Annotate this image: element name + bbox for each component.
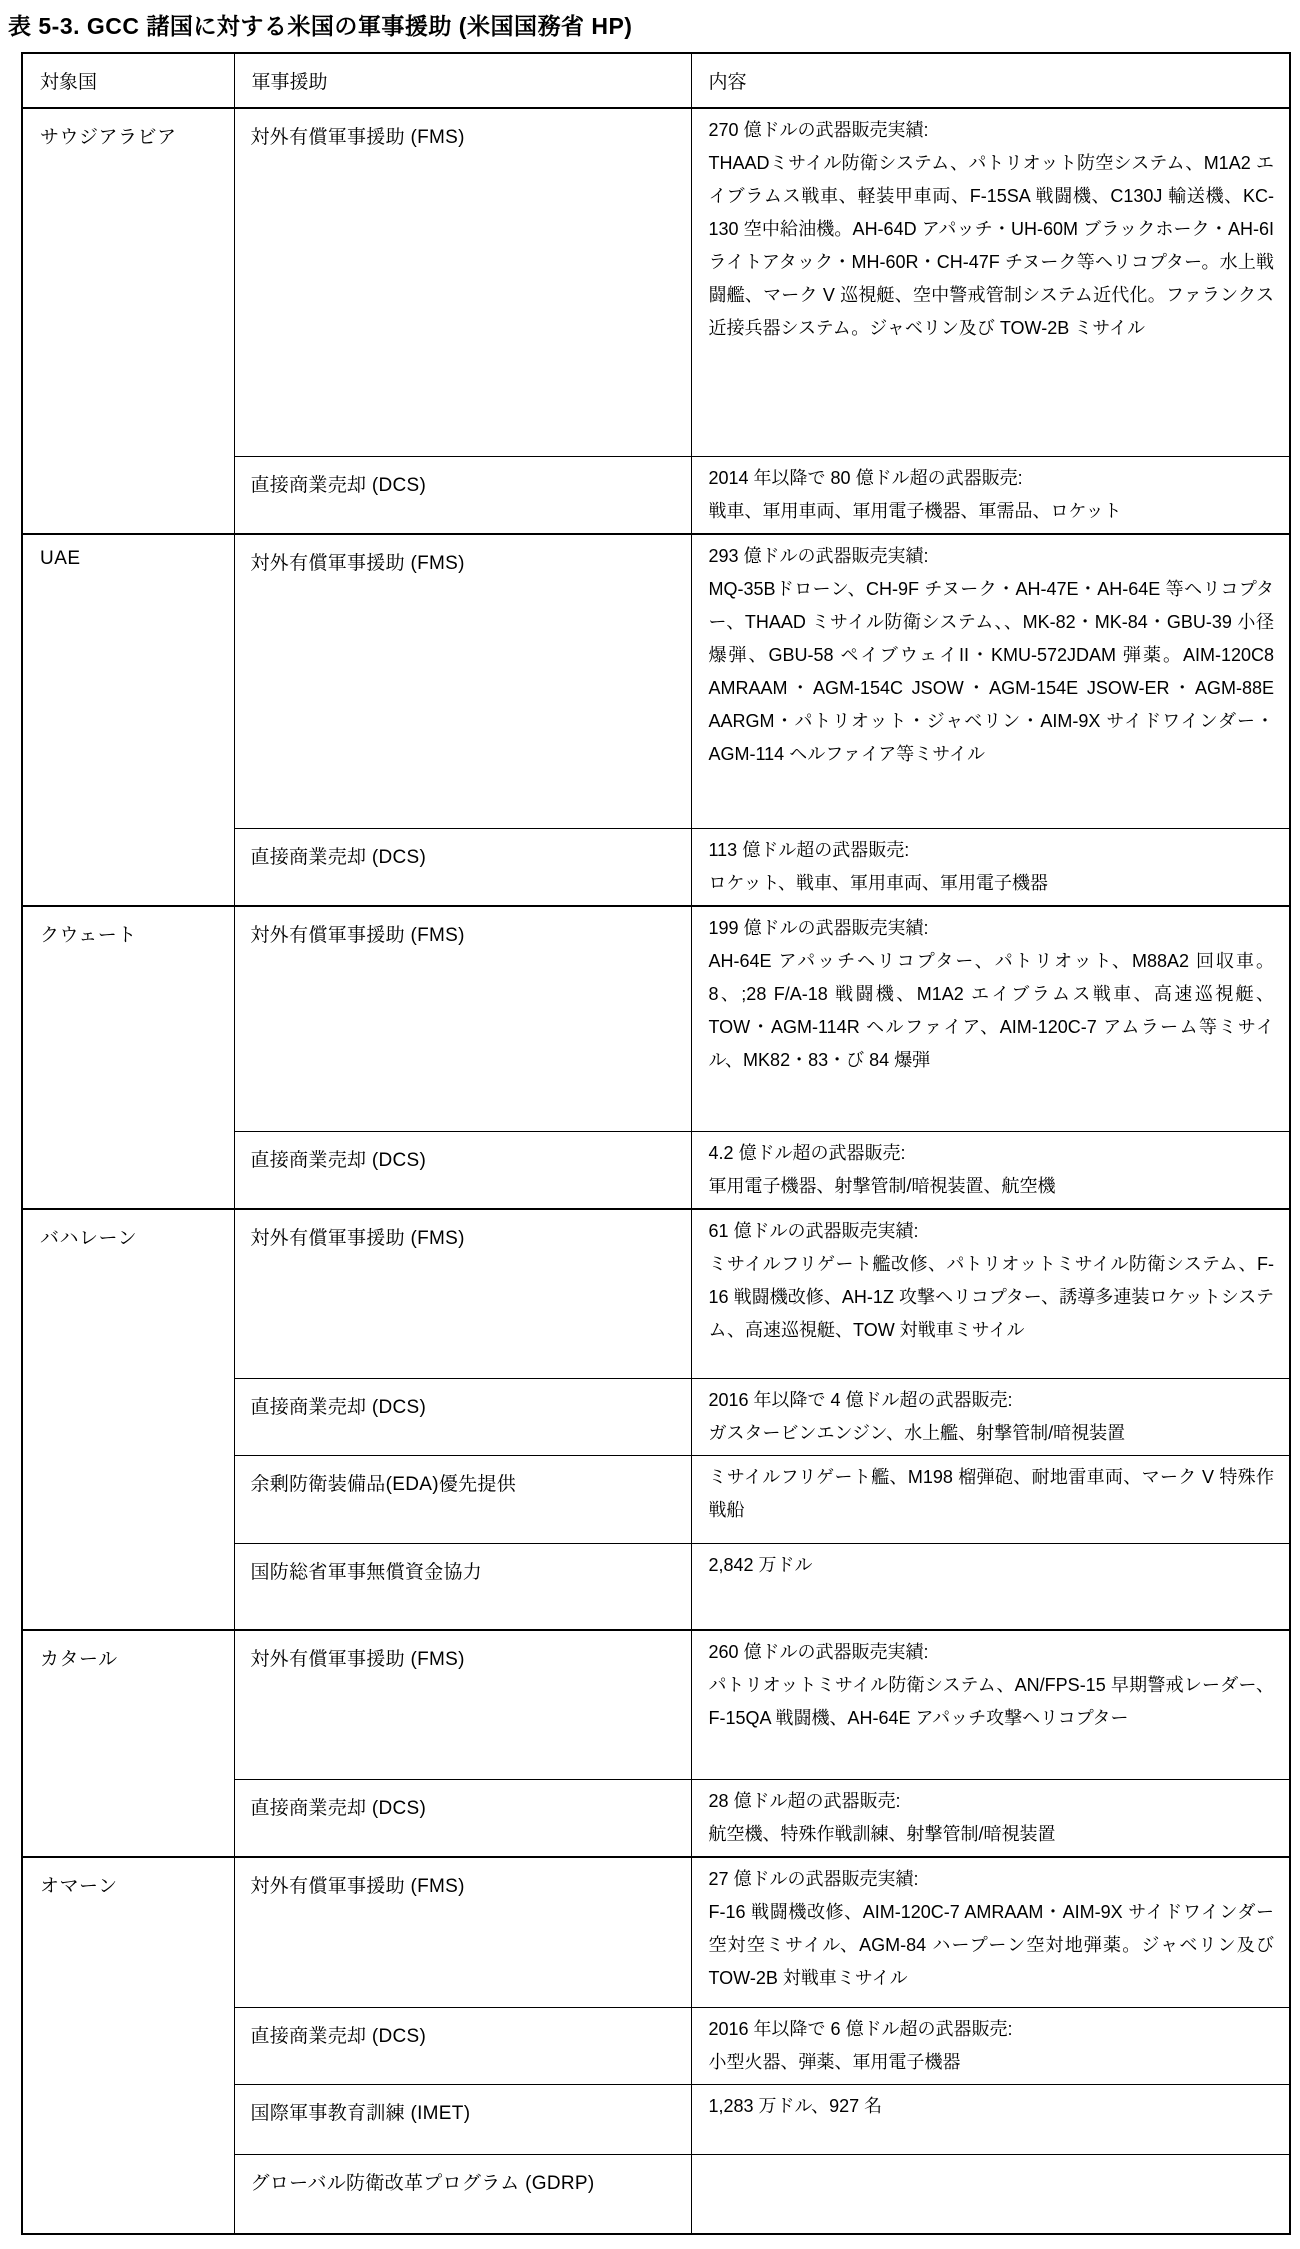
page-title: 表 5-3. GCC 諸国に対する米国の軍事援助 (米国国務省 HP) <box>8 13 633 39</box>
content-line: 航空機、特殊作戦訓練、射撃管制/暗視装置 <box>708 1824 1056 1844</box>
content-cell <box>691 2007 1290 2084</box>
table-row <box>22 906 1290 1131</box>
content-line: 2016 年以降で 6 億ドル超の武器販売: <box>708 2018 1013 2039</box>
aid-type-cell: 対外有償軍事援助 (FMS) <box>234 1857 691 2007</box>
content-line: MQ-35Bドローン、CH-9F チヌーク・AH-47E・AH-64E 等ヘリコプター、THAAD ミサイル防衛システム、、MK-82・MK-84・GBU-39 小径爆弾、GBU-58 ペイブウェイII・KMU-572JDAM 弾薬。AIM-120C8 AMRAAM・AGM-154C JSOW・AGM-154E JSOW-ER・AGM-88E AARGM・パトリオット・ジャベリン・AIM-9X サイドワインダー・AGM-114 ヘルファイア等ミサイル <box>708 578 1274 764</box>
content-line: 軍用電子機器、射撃管制/暗視装置、航空機 <box>708 1175 1056 1196</box>
country-cell: カタール <box>22 1630 234 1858</box>
content-cell <box>691 1209 1290 1379</box>
aid-type-cell: 直接商業売却 (DCS) <box>234 456 691 534</box>
table-row <box>22 1630 1290 1780</box>
aid-type-cell: グローバル防衛改革プログラム (GDRP) <box>234 2154 691 2234</box>
column-header-aid: 軍事援助 <box>234 53 691 108</box>
content-cell <box>691 2154 1290 2234</box>
content-cell <box>691 1780 1290 1858</box>
table-row <box>22 1857 1290 2007</box>
header-row <box>22 53 1290 108</box>
content-cell <box>691 1379 1290 1456</box>
content-cell <box>691 906 1290 1131</box>
country-cell: オマーン <box>22 1857 234 2234</box>
content-cell <box>691 1630 1290 1780</box>
aid-type-cell: 直接商業売却 (DCS) <box>234 1131 691 1209</box>
content-cell <box>691 1857 1290 2007</box>
aid-type-cell: 国防総省軍事無償資金協力 <box>234 1544 691 1630</box>
table-row <box>22 108 1290 456</box>
aid-type-cell: 対外有償軍事援助 (FMS) <box>234 1209 691 1379</box>
content-line: F-16 戦闘機改修、AIM-120C-7 AMRAAM・AIM-9X サイドワインダー空対空ミサイル、AGM-84 ハープーン空対地弾薬。ジャベリン及び TOW-2B 対戦車ミサイル <box>708 1902 1274 1988</box>
content-line: ミサイルフリゲート艦改修、パトリオットミサイル防衛システム、F-16 戦闘機改修、AH-1Z 攻撃ヘリコプター、誘導多連装ロケットシステム、高速巡視艇、TOW 対戦車ミサイル <box>708 1253 1274 1340</box>
content-line: ロケット、戦車、軍用車両、軍用電子機器 <box>708 873 1048 893</box>
country-cell: サウジアラビア <box>22 108 234 534</box>
aid-type-cell: 直接商業売却 (DCS) <box>234 1379 691 1456</box>
content-line: ミサイルフリゲート艦、M198 榴弾砲、耐地雷車両、マーク V 特殊作戦船 <box>708 1467 1274 1520</box>
content-line: 小型火器、弾薬、軍用電子機器 <box>708 2051 961 2072</box>
aid-type-cell: 直接商業売却 (DCS) <box>234 829 691 907</box>
content-line: 27 億ドルの武器販売実績: <box>708 1869 919 1889</box>
content-line: 4.2 億ドル超の武器販売: <box>708 1142 906 1163</box>
content-line: 113 億ドル超の武器販売: <box>708 840 910 860</box>
content-line: AH-64E アパッチヘリコプター、パトリオット、M88A2 回収車。8、;28 F/A-18 戦闘機、M1A2 エイブラムス戦車、高速巡視艇、TOW・AGM-114R ヘルファイア、AIM-120C-7 アムラーム等ミサイル、MK82・83・び 84 爆弾 <box>708 951 1274 1070</box>
content-cell <box>691 2084 1290 2154</box>
content-cell <box>691 1456 1290 1544</box>
country-cell: バハレーン <box>22 1209 234 1630</box>
content-line: 61 億ドルの武器販売実績: <box>708 1220 919 1241</box>
column-header-country: 対象国 <box>22 53 234 108</box>
content-line: 1,283 万ドル、927 名 <box>708 2095 883 2116</box>
aid-type-cell: 対外有償軍事援助 (FMS) <box>234 534 691 829</box>
content-line: 260 億ドルの武器販売実績: <box>708 1641 929 1662</box>
content-cell <box>691 829 1290 907</box>
aid-type-cell: 対外有償軍事援助 (FMS) <box>234 108 691 456</box>
content-cell <box>691 1131 1290 1209</box>
table-row <box>22 1209 1290 1379</box>
country-cell: UAE <box>22 534 234 907</box>
content-line: 2016 年以降で 4 億ドル超の武器販売: <box>708 1390 1013 1410</box>
content-cell <box>691 456 1290 534</box>
content-line: 270 億ドルの武器販売実績: <box>708 120 929 140</box>
content-cell <box>691 1544 1290 1630</box>
aid-type-cell: 直接商業売却 (DCS) <box>234 1780 691 1858</box>
aid-type-cell: 対外有償軍事援助 (FMS) <box>234 906 691 1131</box>
content-line: 2014 年以降で 80 億ドル超の武器販売: <box>708 467 1023 488</box>
aid-type-cell: 余剰防衛装備品(EDA)優先提供 <box>234 1456 691 1544</box>
aid-type-cell: 対外有償軍事援助 (FMS) <box>234 1630 691 1780</box>
country-cell: クウェート <box>22 906 234 1209</box>
content-cell <box>691 108 1290 456</box>
content-line: THAADミサイル防衛システム、パトリオット防空システム、M1A2 エイブラムス戦車、軽装甲車両、F-15SA 戦闘機、C130J 輸送機、KC-130 空中給油機。AH-64D アパッチ・UH-60M ブラックホーク・AH-6I ライトアタック・MH-60R・CH-47F チヌーク等ヘリコプター。水上戦闘艦、マーク V 巡視艇、空中警戒管制システム近代化。ファランクス近接兵器システム。ジャベリン及び TOW-2B ミサイル <box>708 153 1274 338</box>
content-line: 199 億ドルの武器販売実績: <box>708 918 929 938</box>
content-line: 28 億ドル超の武器販売: <box>708 1791 901 1811</box>
content-line: 2,842 万ドル <box>708 1555 813 1575</box>
content-line: 293 億ドルの武器販売実績: <box>708 545 929 566</box>
aid-type-cell: 直接商業売却 (DCS) <box>234 2007 691 2084</box>
military-aid-table <box>21 52 1291 2235</box>
table-row <box>22 534 1290 829</box>
content-line: ガスタービンエンジン、水上艦、射撃管制/暗視装置 <box>708 1423 1126 1443</box>
content-line: 戦車、軍用車両、軍用電子機器、軍需品、ロケット <box>708 500 1122 521</box>
content-cell <box>691 534 1290 829</box>
content-line: パトリオットミサイル防衛システム、AN/FPS-15 早期警戒レーダー、F-15QA 戦闘機、AH-64E アパッチ攻撃ヘリコプター <box>708 1674 1274 1728</box>
aid-type-cell: 国際軍事教育訓練 (IMET) <box>234 2084 691 2154</box>
column-header-content: 内容 <box>691 53 1290 108</box>
